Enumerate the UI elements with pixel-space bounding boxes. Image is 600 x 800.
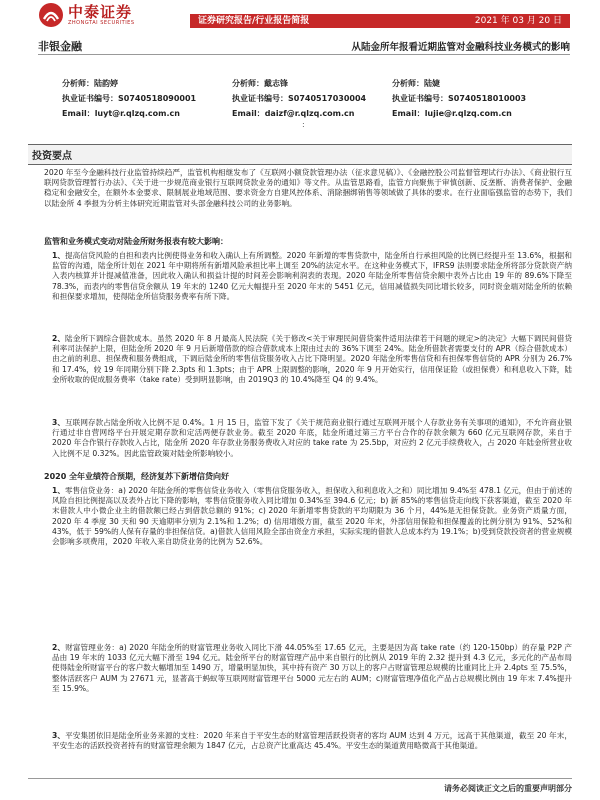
sub-header — [38, 36, 570, 55]
email-label: Email： — [232, 109, 265, 118]
email-link[interactable]: daizf@r.qlzq.com.cn — [264, 109, 355, 118]
analyst-card — [392, 76, 526, 121]
stray-colon: : — [302, 120, 305, 129]
page-footer — [0, 778, 600, 800]
intro-paragraph: 2020 年至今金融科技行业监管持续趋严，监管机构相继发布了《互联网小额贷款管理办法（征求意见稿）》、《金融控股公司监督管理试行办法》、《商业银行互联网贷款管理暂行办法》、《关于进一步规范商业银行互联网贷款业务的通知》等文件。从监管思路看，监管方向聚焦于审慎创新、反垄断、消费者保护、金融稳定和金融安全，在额外本金要求、限制展业地域范围、要求资金方自建风控体系、消除捆绑销售等领域做了具体的要求。在行业面临强监管的态势下，我们以陆金所 4 季报为分析主体研究近期监管对头部金融科技公司的业务影响。 — [44, 168, 572, 208]
logo-cn: 中泰证券 — [68, 3, 133, 21]
item-text: 平安集团依旧是陆金所业务来源的支柱：2020 年来自于平安生态的财富管理活跃投资者的客均 AUM 达到 4 万元，远高于其他渠道，截至 20 年末，平安生态的活跃投资者持有的财富管理余额为 1847 亿元，占总资产比重高达 45.4%。平安生态的渠道黄用略微高于其他渠道。 — [52, 731, 572, 751]
email-label: Email： — [62, 109, 95, 118]
impact-heading: 监管和业务模式变动对陆金所财务报表有较大影响： — [44, 237, 228, 246]
zhongtai-logo-icon — [38, 2, 64, 28]
analyst-name: 分析师：陆婕 — [392, 79, 440, 88]
impact-item — [52, 334, 572, 385]
forecast-item — [52, 486, 572, 547]
report-header — [0, 0, 600, 34]
forecast-item — [52, 643, 572, 694]
item-number: 3、 — [52, 418, 66, 427]
cert-label: 执业证书编号： — [62, 94, 118, 103]
cert-label: 执业证书编号： — [392, 94, 448, 103]
cert-label: 执业证书编号： — [232, 94, 288, 103]
footer-divider — [28, 778, 572, 779]
item-number: 2、 — [52, 334, 66, 343]
item-number: 1、 — [52, 486, 65, 495]
item-text: 零售信贷业务：a) 2020 年陆金所的零售信贷业务收入（零售信贷服务收入，担保收入和利息收入之和）同比增加 9.4%至 478.1 亿元，但由于前述的风险自担比例提高以及表外占比下降的影响，零售信贷服务收入同比增加 0.34%至 394.6 亿元；b) 新 85%的零售信贷走向线下获客渠道，截至 2020 年末借款人中小微企业主的借款额已经占到借款总额的 91%；c) 2020 年新增零售贷款的平均期限为 36 个月，44%是无担保贷款。业务资产质量方面，2020 年 4 季度 30 天和 90 天逾期率分别为 2.1%和 1.2%；d) 信用增级方面，截至 2020 年末，外部信用保险和担保覆盖的比例分别为 91%、52%和 43%，低于 59%的人保有存量的非担保信贷。a)借款人信用风险全部由资金方承担，实际实现的借款人总成本约为 19.1%；b)受到贷款投资者的营业规模会影响多项费用，2020 年收入来自助贷业务的比例为 52.6%。 — [52, 486, 572, 547]
item-number: 3、 — [52, 731, 66, 740]
report-title: 从陆金所年报看近期监管对金融科技业务模式的影响 — [351, 42, 570, 53]
analyst-name: 分析师：陆韵婷 — [62, 79, 118, 88]
company-logo — [38, 2, 135, 28]
item-text: 提高信贷风险的自担和表内比例使得业务和收入确认上有所调整。2020 年新增的零售贷款中，陆金所自行承担风险的比例已经提升至 13.6%，根据和监管的沟通，陆金所计划在 2021 年中期将所有新增风险承担比率上调至 20%的法定水平。在这种业务模式下，IFRS9 法则要求陆金所将部分贷款资产纳入表内核算并计提减值准备，因此收入确认和损益计提的时间差会影响利润表的表现。2020 年陆金所零售信贷余额中表外占比由 19 年的 89.6%下降至 78.3%，而表内的零售信贷余额从 19 年末的 1240 亿元大幅提升至 2020 年末的 5451 亿元，信用减值损失同比增长较多，同时资金端对陆金所的依赖和担保要求增加，使得陆金所信贷服务费率有所下降。 — [52, 251, 572, 301]
report-type: 证券研究报告/行业报告简报 — [198, 16, 310, 26]
impact-item — [52, 251, 572, 302]
forecast-item — [52, 731, 572, 751]
email-label: Email： — [392, 109, 425, 118]
cert-number: S0740517030004 — [288, 94, 367, 103]
item-text: 财富管理业务：a) 2020 年陆金所的财富管理业务收入同比下滑 44.05%至 17.65 亿元，主要是因为高 take rate（约 120-150bp）的存量 P2P 产品由 19 年末的 1033 亿元大幅下滑至 194 亿元。陆金所平台的财富管理产品中来自银行的比例从 2019 年的 2.32 提升到 4.3 亿元，多元化的产品布局使得陆金所财富平台的客户数大幅增加至 1490 万，增量明显加快，其中持有资产 30 万以上的客户占财富管理总规模的比重同比上升 2.4pts 至 75.5%，整体活跃客户 AUM 为 27671 元，显著高于蚂蚁等互联网财富管理平台 5000 元左右的 AUM；c)财富管理净值化产品占总规模比例由 19 年末 7.4%提升至 15.9%。 — [52, 643, 572, 693]
forecast-heading: 2020 全年业绩符合预期，经济复苏下新增信贷向好 — [44, 472, 230, 481]
item-number: 1、 — [52, 251, 65, 260]
email-link[interactable]: luyt@r.qlzq.com.cn — [94, 109, 180, 118]
cert-number: S0740518090001 — [118, 94, 197, 103]
item-number: 2、 — [52, 643, 66, 652]
industry-label: 非银金融 — [38, 40, 82, 53]
analyst-card — [232, 76, 366, 121]
item-text: 互联网存款占陆金所收入比例不足 0.4%。1 月 15 日，监管下发了《关于规范商业银行通过互联网开展个人存款业务有关事项的通知》，不允许商业银行通过非自营网络平台开展定期存款和定活两便存款业务。截至 2020 年底，陆金所通过第三方平台合作的存款余额为 660 亿元互联网存款，来自于 2020 年合作银行存款收入占比，陆金所 2020 年存款业务服务费收入对应的 take rate 为 25.5bp，对应约 2 亿元手续费收入，占 2020 年陆金所营业收入比例不足 0.32%。因此监管政策对陆金所影响较小。 — [52, 418, 572, 458]
analyst-card — [62, 76, 196, 121]
item-text: 陆金所下调综合借款成本。虽然 2020 年 8 月最高人民法院《关于修改<关于审理民间借贷案件适用法律若干问题的规定>的决定》大幅下调民间借贷利率司法保护上限，但陆金所 2020 年 9 月后新增借款的综合借款成本上限由过去的 36%下调至 24%。陆金所借款者需要支付的 APR（综合借款成本）由之前的利息、担保费和服务费组成，下调后陆金所的零售信贷服务收入占比下降明显。2020 年陆金所零售信贷和有担保零售信贷的 APR 分别为 26.7%和 17.4%，较 19 年同期分别下降 2.3pts 和 1.3pts；由于 APR 上限调整的影响，2020 年 9 月开始实行，信用保证险（或担保费）和利息收入下降，陆金所收取的促成服务费率（take rate）受到明显影响，由 2019Q3 的 10.4%降至 Q4 的 9.4%。 — [52, 334, 572, 384]
report-date: 2021 年 03 月 20 日 — [474, 16, 562, 26]
impact-item — [52, 418, 572, 459]
cert-number: S0740518010003 — [448, 94, 527, 103]
disclaimer-note: 请务必阅读正文之后的重要声明部分 — [444, 784, 572, 793]
investment-highlights — [28, 144, 572, 165]
analyst-name: 分析师：戴志锋 — [232, 79, 288, 88]
email-link[interactable]: lujie@r.qlzq.com.cn — [424, 109, 512, 118]
logo-en: ZHONGTAI SECURITIES — [68, 20, 135, 26]
section-title: 投资要点 — [28, 144, 572, 165]
